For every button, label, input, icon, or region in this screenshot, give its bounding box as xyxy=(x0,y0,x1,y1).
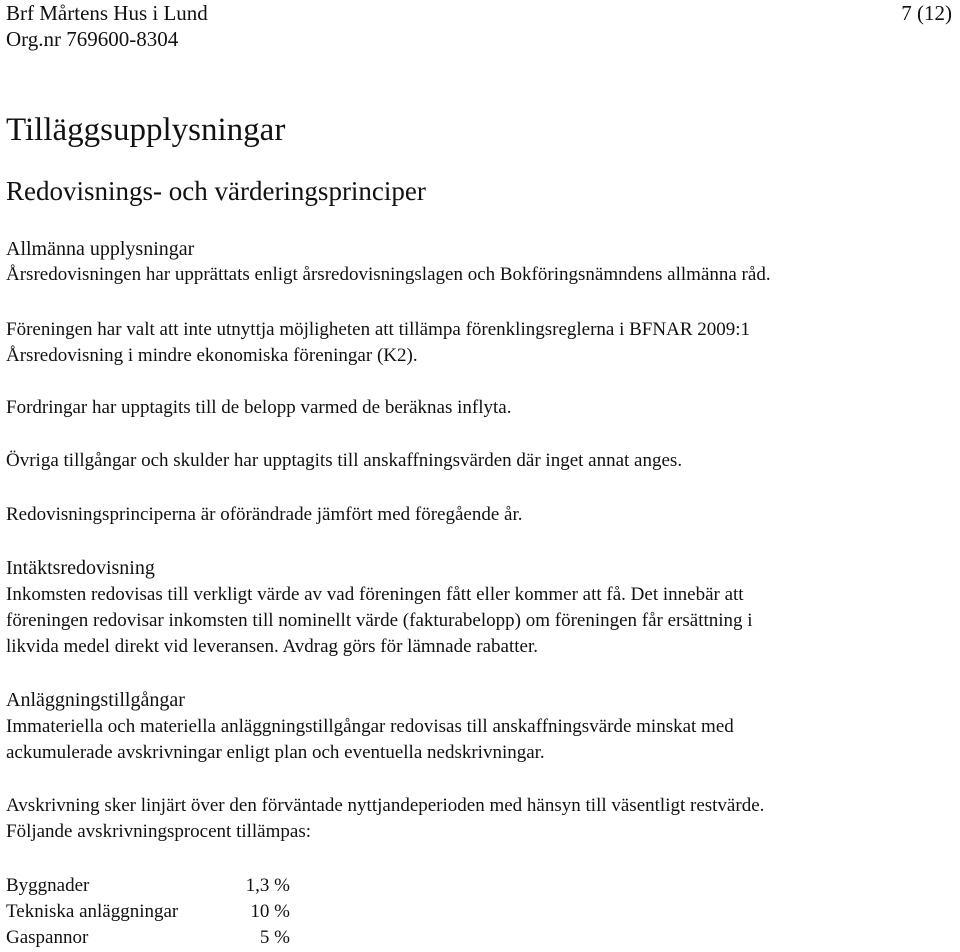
general-paragraph-2 xyxy=(6,317,750,369)
depreciation-rate-value: 5 % xyxy=(259,927,290,948)
revenue-line-3: likvida medel direkt vid leveransen. Avdrag görs för lämnade rabatter. xyxy=(6,636,538,657)
general-paragraph-5: Redovisningsprinciperna är oförändrade jämfört med föregående år. xyxy=(6,504,523,525)
depreciation-rate-row xyxy=(6,873,290,899)
revenue-line-1: Inkomsten redovisas till verkligt värde av vad föreningen fått eller kommer att få. Det innebär att xyxy=(6,584,744,605)
fixed-assets-paragraph-2 xyxy=(6,793,764,845)
general-heading: Allmänna upplysningar xyxy=(6,238,195,260)
document-header xyxy=(6,0,208,52)
asset-class-name: Tekniska anläggningar xyxy=(6,901,179,922)
depreciation-rates-table xyxy=(6,873,290,951)
section-title: Redovisnings- och värderingsprinciper xyxy=(6,176,426,206)
fixed-assets-paragraph-1-line-2: ackumulerade avskrivningar enligt plan och eventuella nedskrivningar. xyxy=(6,742,545,763)
page-number: 7 (12) xyxy=(901,1,952,25)
fixed-assets-paragraph-1-line-1: Immateriella och materiella anläggningstillgångar redovisas till anskaffningsvärde minskat med xyxy=(6,716,734,737)
fixed-assets-heading: Anläggningstillgångar xyxy=(6,689,185,711)
organization-number: Org.nr 769600-8304 xyxy=(6,27,179,51)
depreciation-rate-value: 10 % xyxy=(250,901,290,922)
page-title: Tilläggsupplysningar xyxy=(6,112,286,148)
general-paragraph-1: Årsredovisningen har upprättats enligt årsredovisningslagen och Bokföringsnämndens allmänna råd. xyxy=(6,264,771,285)
revenue-heading: Intäktsredovisning xyxy=(6,557,155,579)
asset-class-name: Gaspannor xyxy=(6,927,89,948)
depreciation-rate-row xyxy=(6,925,290,951)
fixed-assets-paragraph-2-line-2: Följande avskrivningsprocent tillämpas: xyxy=(6,821,312,842)
revenue-line-2: föreningen redovisar inkomsten till nominellt värde (fakturabelopp) om föreningen får ersättning i xyxy=(6,610,753,631)
fixed-assets-paragraph-2-line-1: Avskrivning sker linjärt över den förväntade nyttjandeperioden med hänsyn till väsentligt restvärde. xyxy=(6,795,765,816)
depreciation-rate-value: 1,3 % xyxy=(245,875,290,896)
fixed-assets-paragraph-1 xyxy=(6,714,734,766)
association-name: Brf Mårtens Hus i Lund xyxy=(6,1,208,25)
general-paragraph-2-line-1: Föreningen har valt att inte utnyttja möjligheten att tillämpa förenklingsreglerna i BFNAR 2009:1 xyxy=(6,319,751,340)
asset-class-name: Byggnader xyxy=(6,875,90,896)
general-paragraph-2-line-2: Årsredovisning i mindre ekonomiska föreningar (K2). xyxy=(6,345,418,366)
depreciation-rate-row xyxy=(6,899,290,925)
general-paragraph-3: Fordringar har upptagits till de belopp varmed de beräknas inflyta. xyxy=(6,397,512,418)
general-paragraph-4: Övriga tillgångar och skulder har upptagits till anskaffningsvärden där inget annat anges. xyxy=(6,450,683,471)
revenue-paragraph xyxy=(6,582,753,660)
